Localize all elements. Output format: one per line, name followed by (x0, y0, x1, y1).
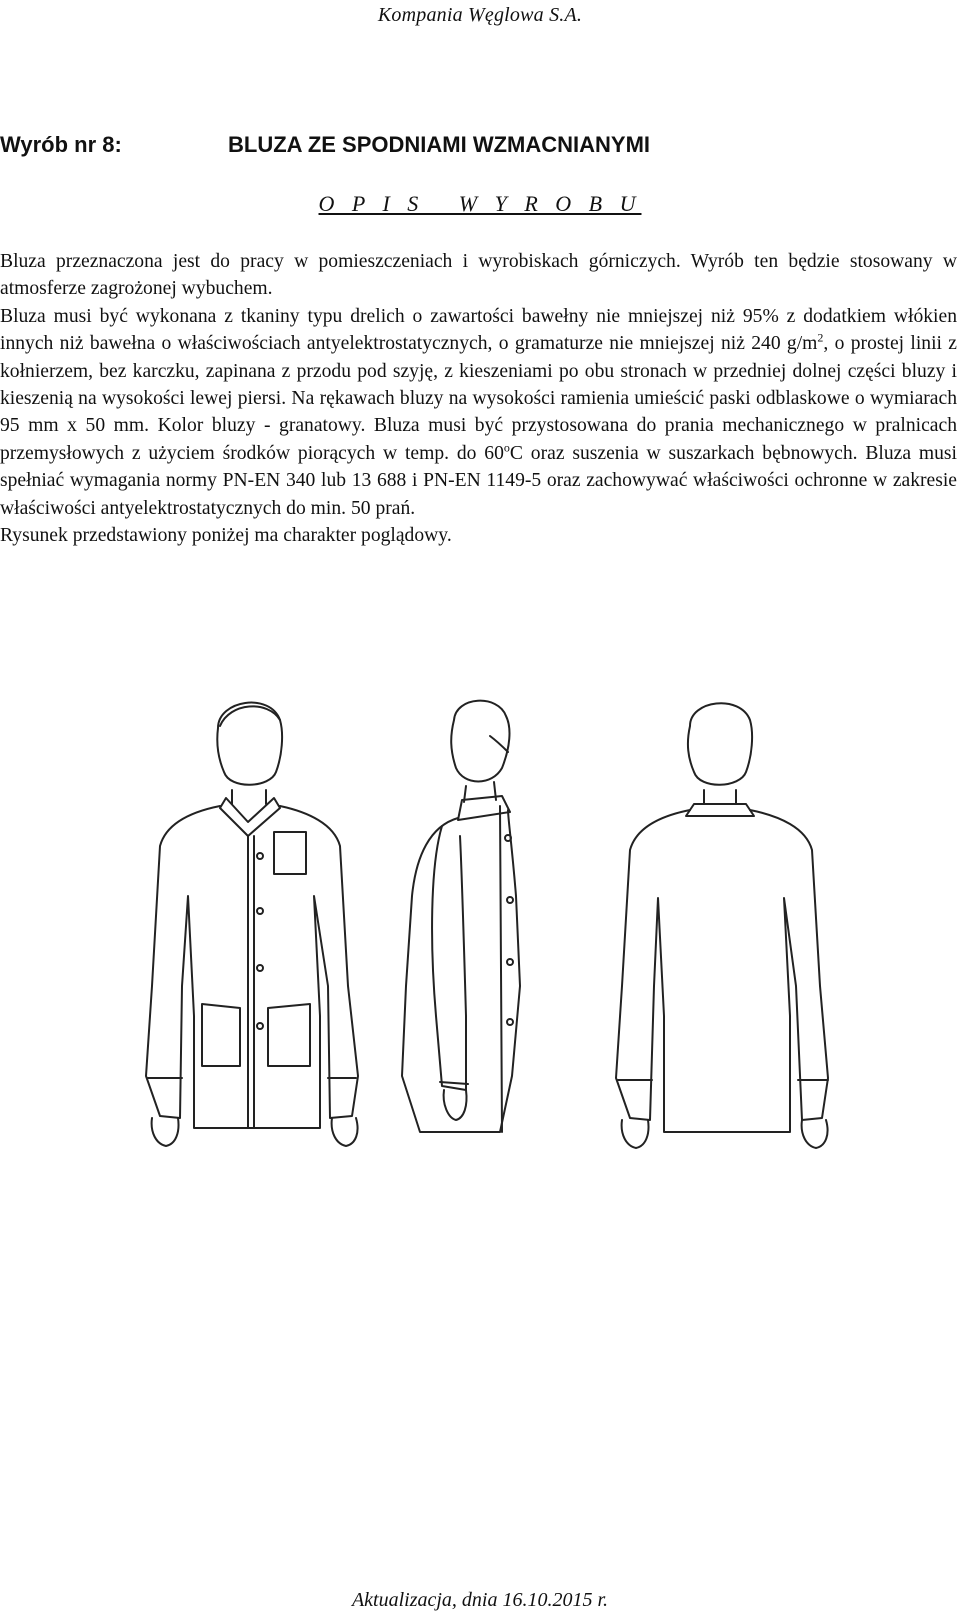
update-date: Aktualizacja, dnia 16.10.2015 r. (351, 1589, 609, 1611)
back-view-figure (616, 703, 828, 1148)
company-header: Kompania Węglowa S.A. (377, 4, 583, 26)
product-description (0, 248, 957, 549)
spec-text-1: Bluza musi być wykonana z tkaniny typu drelich o zawartości bawełny nie mniejszej niż 95% z dodatkiem włókien innych niż bawełna o właściwościach antyelektrostatycznych, o gramaturze nie mniejszej niż 240 g/m (0, 305, 957, 355)
paragraph-figure-note: Rysunek przedstawiony poniżej ma charakter poglądowy. (0, 525, 452, 547)
jacket-illustration (130, 686, 830, 1156)
spec-text-2: , o prostej linii z kołnierzem, bez karczku, zapinana z przodu pod szyję, z kieszeniami po obu stronach w przedniej dolnej części bluzy i kieszenią na wysokości lewej piersi. Na rękawach bluzy na wysokości ramienia umieścić paski odblaskowe o wymiarach 95 mm x 50 mm. Kolor bluzy - granatowy. Bluza musi być przystosowana do prania mechanicznego w pralnicach przemysłowych z użyciem środków piorących w temp. do 60 (0, 333, 957, 464)
superscript-degree: o (503, 440, 510, 455)
superscript-square: 2 (817, 330, 824, 345)
product-title-row (0, 132, 960, 162)
product-number: Wyrób nr 8: (0, 132, 122, 157)
front-view-figure (146, 703, 358, 1146)
side-view-figure (402, 701, 520, 1132)
section-title: O P I S W Y R O B U (318, 191, 642, 216)
product-name: BLUZA ZE SPODNIAMI WZMACNIANYMI (228, 132, 651, 157)
spec-text-3: C oraz suszenia w suszarkach bębnowych. Bluza musi spełniać wymagania normy PN-EN 340 lub 13 688 i PN-EN 1149-5 oraz zachowywać właściwości ochronne w zakresie właściwości antyelektrostatycznych do min. 50 prań. (0, 442, 957, 519)
paragraph-purpose: Bluza przeznaczona jest do pracy w pomieszczeniach i wyrobiskach górniczych. Wyrób ten będzie stosowany w atmosferze zagrożonej wybuchem. (0, 251, 957, 300)
paragraph-specification (0, 303, 957, 522)
